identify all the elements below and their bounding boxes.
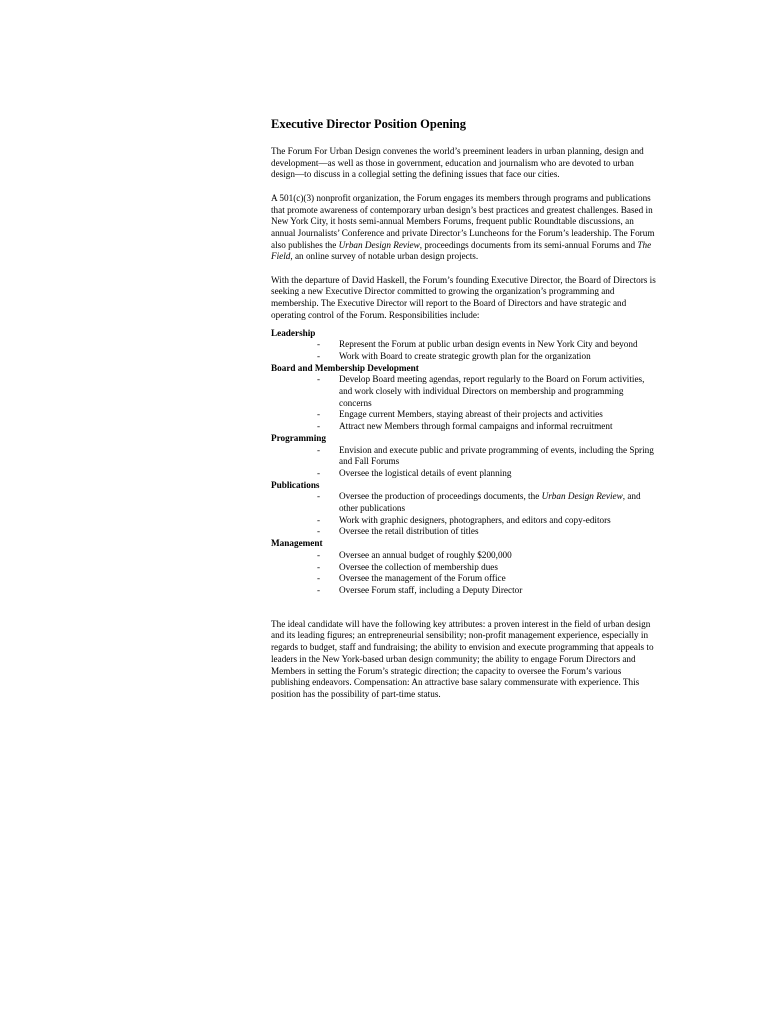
document-body bbox=[271, 117, 658, 712]
bullet-dash: - bbox=[317, 584, 321, 595]
publication-title: Urban Design Review bbox=[338, 239, 420, 250]
list-item: - Represent the Forum at public urban design events in New York City and beyond bbox=[271, 339, 658, 351]
bullet-dash: - bbox=[317, 444, 321, 455]
list-item: - Envision and execute public and private programming of events, including the Spring and Fall Forums bbox=[271, 445, 658, 468]
page-title: Executive Director Position Opening bbox=[271, 117, 467, 131]
list-item: - Oversee the management of the Forum office bbox=[271, 573, 658, 585]
list-item: - Oversee the production of proceedings documents, the Urban Design Review, and other publications bbox=[271, 491, 658, 514]
bullet-dash: - bbox=[317, 514, 321, 525]
bullet-dash: - bbox=[317, 526, 321, 537]
bullet-dash: - bbox=[317, 409, 321, 420]
bullet-dash: - bbox=[317, 350, 321, 361]
bullet-dash: - bbox=[317, 549, 321, 560]
bullet-dash: - bbox=[317, 561, 321, 572]
list-item: - Oversee Forum staff, including a Deputy Director bbox=[271, 585, 658, 597]
list-item: - Oversee the collection of membership dues bbox=[271, 562, 658, 574]
organization-paragraph: A 501(c)(3) nonprofit organization, the Forum engages its members through programs and publications that promote awareness of contemporary urban design’s best practices and greatest challenges. Based in New York City, it hosts semi-annual Members Forums, frequent public Roundtable discussions, an annual Journalists’ Conference and private Director’s Luncheons for the Forum’s leadership. The Forum also publishes the Urban Design Review, proceedings documents from its semi-annual Forums and The Field, an online survey of notable urban design projects. bbox=[271, 192, 655, 262]
bullet-dash: - bbox=[317, 339, 321, 350]
list-item: - Attract new Members through formal campaigns and informal recruitment bbox=[271, 421, 658, 433]
list-item: - Work with Board to create strategic growth plan for the organization bbox=[271, 351, 658, 363]
section-title-programming: Programming bbox=[271, 432, 326, 443]
list-item: - Engage current Members, staying abreast of their projects and activities bbox=[271, 409, 658, 421]
section-title-leadership: Leadership bbox=[271, 327, 316, 338]
section-title-publications: Publications bbox=[271, 479, 320, 490]
list-item: - Oversee an annual budget of roughly $200,000 bbox=[271, 550, 658, 562]
bullet-dash: - bbox=[317, 374, 321, 385]
search-paragraph: With the departure of David Haskell, the Forum’s founding Executive Director, the Board of Directors is seeking a new Executive Director committed to growing the organization’s programming and membership. The Executive Director will report to the Board of Directors and have strategic and operating control of the Forum. Responsibilities include: bbox=[271, 274, 656, 320]
publication-title: The Field bbox=[271, 239, 652, 262]
intro-paragraph: The Forum For Urban Design convenes the world’s preeminent leaders in urban planning, design and development—as well as those in government, education and journalism who are devoted to urban design—to discuss in a collegial setting the defining issues that face our cities. bbox=[271, 146, 644, 180]
publication-title: Urban Design Review bbox=[541, 491, 623, 502]
list-item: - Oversee the logistical details of event planning bbox=[271, 468, 658, 480]
bullet-dash: - bbox=[317, 573, 321, 584]
section-title-board: Board and Membership Development bbox=[271, 362, 419, 373]
bullet-dash: - bbox=[317, 467, 321, 478]
candidate-paragraph: The ideal candidate will have the following key attributes: a proven interest in the field of urban design and its leading figures; an entrepreneurial sensibility; non-profit management experience, especially in regards to budget, staff and fundraising; the ability to envision and execute programming that appeals to leaders in the New York-based urban design community; the ability to engage Forum Directors and Members in setting the Forum’s strategic direction; the capacity to oversee the Forum’s various publishing endeavors. Compensation: An attractive base salary commensurate with experience. This position has the possibility of part-time status. bbox=[271, 618, 654, 699]
list-item: - Work with graphic designers, photographers, and editors and copy-editors bbox=[271, 515, 658, 527]
bullet-dash: - bbox=[317, 491, 321, 502]
list-item: - Develop Board meeting agendas, report regularly to the Board on Forum activities, and work closely with individual Directors on membership and programming concerns bbox=[271, 374, 658, 409]
list-item: - Oversee the retail distribution of titles bbox=[271, 526, 658, 538]
bullet-dash: - bbox=[317, 421, 321, 432]
section-title-management: Management bbox=[271, 538, 323, 549]
